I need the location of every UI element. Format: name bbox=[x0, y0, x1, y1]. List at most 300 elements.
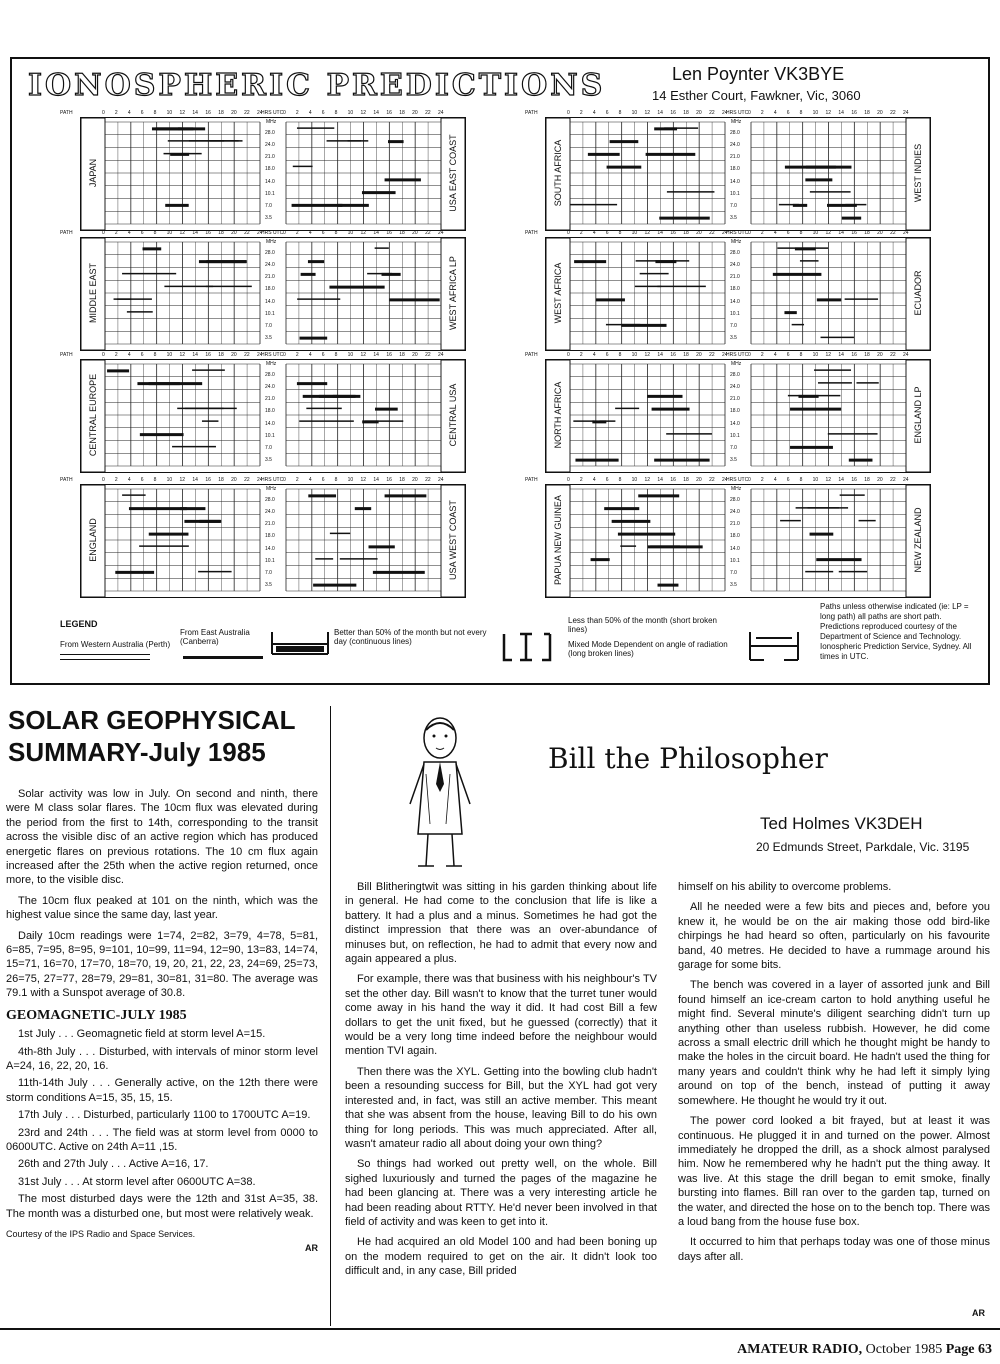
hour-tick-label: 22 bbox=[425, 230, 431, 236]
hour-tick-label: 4 bbox=[127, 352, 131, 358]
hour-tick-label: 22 bbox=[244, 230, 250, 236]
legend-better: Better than 50% of the month but not every day (continuous lines) bbox=[334, 628, 487, 646]
hour-tick-label: 10 bbox=[631, 110, 638, 116]
hour-tick-label: 24 bbox=[903, 352, 909, 358]
frequency-label: 3.5 bbox=[265, 457, 272, 463]
hour-tick-label: 24 bbox=[438, 230, 444, 236]
frequency-label: 21.0 bbox=[730, 154, 740, 161]
prediction-chart bbox=[545, 237, 931, 351]
hour-tick-label: 14 bbox=[657, 230, 663, 236]
hour-tick-label: 0 bbox=[102, 477, 105, 483]
hour-tick-label: 8 bbox=[618, 352, 622, 358]
hour-tick-label: 20 bbox=[877, 230, 883, 236]
frequency-label: 24.0 bbox=[730, 262, 740, 269]
geomagnetic-list bbox=[6, 1027, 318, 1221]
hour-tick-label: 8 bbox=[618, 230, 622, 236]
hour-tick-label: 18 bbox=[218, 352, 224, 358]
hour-tick-label: 2 bbox=[295, 477, 299, 483]
hour-tick-label: 16 bbox=[851, 352, 857, 358]
hour-tick-label: 18 bbox=[399, 352, 405, 358]
hour-tick-label: 18 bbox=[864, 230, 870, 236]
hour-tick-label: 6 bbox=[605, 110, 609, 116]
frequency-label: 18.0 bbox=[265, 533, 275, 540]
hour-tick-label: 18 bbox=[399, 110, 405, 116]
hour-tick-label: 10 bbox=[347, 110, 354, 116]
hour-tick-label: 6 bbox=[321, 110, 325, 116]
hour-tick-label: 6 bbox=[786, 230, 790, 236]
article-paragraph: himself on his ability to overcome problems. bbox=[678, 881, 892, 893]
hour-tick-label: 12 bbox=[179, 352, 186, 358]
footer-date: October 1985 bbox=[865, 1342, 943, 1357]
chart-label-right: ECUADOR bbox=[913, 270, 923, 316]
hour-tick-label: 2 bbox=[295, 110, 299, 116]
solar-courtesy: Courtesy of the IPS Radio and Space Services. bbox=[6, 1228, 196, 1239]
solar-paragraph: Solar activity was low in July. On second and ninth, there were M class solar flares. The 10cm flux was elevated during the period from the first to 14th, corresponding to the transit across the visible disc of an active region which has produced energetic flares on previous rotations. The 10 cm flux again increased after the 25th when the active region returned, once more, to the visible disc. bbox=[6, 788, 318, 887]
article-paragraph: So things had worked out pretty well, on the whole. Bill sighed luxuriously and turned the pages of the magazine he had been glancing at. There was a very interesting article he had been reading about RTTY. He'd never been involved in that field of activity and was keen to get into it. bbox=[345, 1158, 657, 1228]
hour-tick-label: 8 bbox=[334, 477, 338, 483]
hour-tick-label: 24 bbox=[257, 230, 263, 236]
hour-tick-label: 4 bbox=[773, 110, 777, 116]
hour-tick-label: 2 bbox=[579, 477, 583, 483]
hour-tick-label: 24 bbox=[722, 110, 728, 116]
hour-tick-label: 20 bbox=[696, 110, 702, 116]
hour-tick-label: 8 bbox=[799, 352, 803, 358]
hour-tick-label: 14 bbox=[192, 230, 198, 236]
frequency-label: 10.1 bbox=[265, 432, 275, 439]
hour-tick-label: 4 bbox=[773, 477, 777, 483]
hour-tick-label: 24 bbox=[257, 110, 263, 116]
hour-tick-label: 4 bbox=[773, 230, 777, 236]
hrs-utc-label: HRS UTC bbox=[261, 477, 284, 483]
hour-tick-label: 14 bbox=[192, 477, 198, 483]
hour-tick-label: 20 bbox=[231, 110, 237, 116]
prediction-chart bbox=[80, 117, 466, 231]
article-paragraph: The bench was covered in a layer of assorted junk and Bill found himself an ice-cream carton to hold anything useful he might find. Several minute's diligent searching didn't turn up anything other than useless rubbish. However, he did come across a small electric drill which he thought might be handy to make the holes in the circuit board. He hadn't used the thing for many years and couldn't think why he had left it simply lying around on top of the bench, instead of putting it away somewhere. He thought he would try it out. bbox=[678, 979, 990, 1107]
hour-tick-label: 16 bbox=[670, 477, 676, 483]
hour-tick-label: 10 bbox=[347, 477, 354, 483]
frequency-label: 3.5 bbox=[730, 582, 737, 588]
legend-east: From East Australia (Canberra) bbox=[180, 628, 250, 646]
hour-tick-label: 18 bbox=[683, 230, 689, 236]
hour-tick-label: 22 bbox=[244, 110, 250, 116]
hour-tick-label: 8 bbox=[334, 110, 338, 116]
frequency-label: 14.0 bbox=[730, 298, 740, 305]
frequency-label: 21.0 bbox=[730, 396, 740, 403]
geomagnetic-entry: 31st July . . . At storm level after 0600UTC A=38. bbox=[18, 1175, 256, 1188]
hour-tick-label: 20 bbox=[877, 477, 883, 483]
chart-label-left: ENGLAND bbox=[88, 518, 98, 562]
hour-tick-label: 18 bbox=[683, 110, 689, 116]
bill-address: 20 Edmunds Street, Parkdale, Vic. 3195 bbox=[756, 840, 970, 854]
frequency-label: 10.1 bbox=[265, 310, 275, 317]
hour-tick-label: 2 bbox=[579, 230, 583, 236]
frequency-label: 10.1 bbox=[265, 557, 275, 564]
hour-tick-label: 24 bbox=[722, 477, 728, 483]
frequency-label: 18.0 bbox=[730, 533, 740, 540]
predictions-title: IONOSPHERIC PREDICTIONS bbox=[28, 68, 606, 103]
hour-tick-label: 24 bbox=[722, 352, 728, 358]
hour-tick-label: 8 bbox=[153, 110, 157, 116]
hour-tick-label: 0 bbox=[567, 230, 570, 236]
hour-tick-label: 0 bbox=[748, 477, 751, 483]
frequency-label: 24.0 bbox=[265, 142, 275, 149]
chart-label-left: PAPUA NEW GUINEA bbox=[553, 495, 563, 585]
frequency-label: 28.0 bbox=[265, 250, 275, 256]
hour-tick-label: 16 bbox=[670, 352, 676, 358]
hour-tick-label: 24 bbox=[257, 477, 263, 483]
hour-tick-label: 16 bbox=[205, 230, 211, 236]
hour-tick-label: 16 bbox=[386, 230, 392, 236]
solar-paragraph: The 10cm flux peaked at 101 on the ninth, which was the highest value since the same day, last year. bbox=[6, 894, 318, 922]
path-label: PATH bbox=[60, 477, 73, 483]
hour-tick-label: 0 bbox=[567, 477, 570, 483]
path-label: PATH bbox=[525, 477, 538, 483]
hour-tick-label: 2 bbox=[579, 110, 583, 116]
hour-tick-label: 10 bbox=[166, 352, 173, 358]
frequency-label: 21.0 bbox=[730, 521, 740, 528]
hour-tick-label: 4 bbox=[592, 477, 596, 483]
hour-tick-label: 22 bbox=[890, 477, 896, 483]
hour-tick-label: 0 bbox=[567, 352, 570, 358]
frequency-label: 10.1 bbox=[730, 190, 740, 197]
hour-tick-label: 4 bbox=[592, 230, 596, 236]
frequency-label: 21.0 bbox=[265, 521, 275, 528]
predictions-author: Len Poynter VK3BYE bbox=[672, 64, 845, 84]
predictions-address: 14 Esther Court, Fawkner, Vic, 3060 bbox=[652, 88, 861, 103]
geomagnetic-entry: 4th-8th July . . . Disturbed, with intervals of minor storm level A=24, 16, 22, 20, 16. bbox=[6, 1045, 318, 1072]
hour-tick-label: 6 bbox=[321, 352, 325, 358]
hour-tick-label: 16 bbox=[205, 477, 211, 483]
hour-tick-label: 16 bbox=[670, 230, 676, 236]
hour-tick-label: 2 bbox=[760, 110, 764, 116]
mhz-label: MHz bbox=[266, 239, 277, 245]
article-paragraph: He had acquired an old Model 100 and had been boning up on the modem required to get on the air. It didn't look too difficult and, in any case, Bill prided bbox=[345, 1236, 657, 1278]
hour-tick-label: 8 bbox=[334, 230, 338, 236]
hour-tick-label: 0 bbox=[102, 352, 105, 358]
hour-tick-label: 2 bbox=[114, 477, 118, 483]
hour-tick-label: 6 bbox=[605, 477, 609, 483]
hour-tick-label: 16 bbox=[670, 110, 676, 116]
hour-tick-label: 6 bbox=[140, 477, 144, 483]
geomagnetic-title: GEOMAGNETIC-JULY 1985 bbox=[6, 1007, 187, 1023]
prediction-chart bbox=[80, 484, 466, 598]
frequency-label: 7.0 bbox=[730, 202, 737, 209]
hour-tick-label: 2 bbox=[760, 352, 764, 358]
frequency-label: 14.0 bbox=[730, 178, 740, 185]
hour-tick-label: 22 bbox=[425, 352, 431, 358]
frequency-label: 21.0 bbox=[265, 154, 275, 161]
hour-tick-label: 10 bbox=[812, 110, 819, 116]
hour-tick-label: 14 bbox=[373, 230, 379, 236]
legend-bracket-icon bbox=[270, 628, 330, 658]
solar-summary bbox=[8, 704, 328, 768]
hour-tick-label: 24 bbox=[438, 477, 444, 483]
frequency-label: 28.0 bbox=[265, 130, 275, 136]
hour-tick-label: 10 bbox=[631, 352, 638, 358]
hour-tick-label: 10 bbox=[347, 352, 354, 358]
hrs-utc-label: HRS UTC bbox=[261, 230, 284, 236]
hour-tick-label: 18 bbox=[683, 477, 689, 483]
hour-tick-label: 0 bbox=[748, 230, 751, 236]
frequency-label: 3.5 bbox=[730, 215, 737, 221]
article-paragraph: All he needed were a few bits and pieces and, before you knew it, he would be on the air making those odd bird-like chirpings he had heard so often, particularly on his favourite band, 40 metres. He decided to have a rummage around his garage for some bits. bbox=[678, 901, 990, 972]
hour-tick-label: 10 bbox=[166, 230, 173, 236]
hour-tick-label: 16 bbox=[851, 230, 857, 236]
hour-tick-label: 20 bbox=[877, 110, 883, 116]
hour-tick-label: 20 bbox=[412, 230, 418, 236]
hour-tick-label: 8 bbox=[799, 477, 803, 483]
hour-tick-label: 2 bbox=[579, 352, 583, 358]
frequency-label: 21.0 bbox=[730, 274, 740, 281]
frequency-label: 18.0 bbox=[730, 166, 740, 173]
frequency-label: 24.0 bbox=[265, 384, 275, 391]
hour-tick-label: 2 bbox=[114, 230, 118, 236]
chart-label-left: NORTH AFRICA bbox=[553, 381, 563, 449]
legend-mixed-icon bbox=[746, 628, 802, 664]
hour-tick-label: 2 bbox=[114, 352, 118, 358]
chart-label-left: CENTRAL EUROPE bbox=[88, 373, 98, 457]
hour-tick-label: 8 bbox=[618, 477, 622, 483]
bill-author: Ted Holmes VK3DEH bbox=[760, 814, 923, 833]
hour-tick-label: 10 bbox=[812, 230, 819, 236]
hour-tick-label: 10 bbox=[166, 477, 173, 483]
hour-tick-label: 4 bbox=[773, 352, 777, 358]
geomagnetic-entry: 23rd and 24th . . . The field was at storm level from 0000 to 0600UTC. Active on 24th A=11 ,15. bbox=[6, 1126, 318, 1153]
hour-tick-label: 16 bbox=[851, 477, 857, 483]
hour-tick-label: 20 bbox=[231, 477, 237, 483]
hour-tick-label: 6 bbox=[786, 477, 790, 483]
legend-mixed: Mixed Mode Dependent on angle of radiation (long broken lines) bbox=[568, 640, 728, 658]
hour-tick-label: 2 bbox=[295, 230, 299, 236]
hour-tick-label: 14 bbox=[373, 352, 379, 358]
frequency-label: 18.0 bbox=[265, 286, 275, 293]
mhz-label: MHz bbox=[266, 119, 277, 125]
frequency-label: 24.0 bbox=[265, 262, 275, 269]
hour-tick-label: 0 bbox=[283, 352, 286, 358]
article-paragraph: For example, there was that business with his neighbour's TV set the other day. Bill wasn't to know that the turret tuner would come away in his hand the way it did. It had cost Bill a few dollars to get the unit fixed, but he guessed (correctly) that it would be a very long time indeed before the neighbour would mention TVI again. bbox=[345, 973, 657, 1058]
prediction-chart bbox=[545, 117, 931, 231]
hour-tick-label: 18 bbox=[864, 352, 870, 358]
geomagnetic-entry: 1st July . . . Geomagnetic field at storm level A=15. bbox=[18, 1028, 266, 1041]
hour-tick-label: 16 bbox=[386, 110, 392, 116]
hour-tick-label: 0 bbox=[102, 110, 105, 116]
frequency-label: 24.0 bbox=[730, 509, 740, 516]
frequency-label: 28.0 bbox=[730, 250, 740, 256]
prediction-chart bbox=[545, 484, 931, 598]
frequency-label: 28.0 bbox=[265, 497, 275, 503]
hour-tick-label: 14 bbox=[373, 110, 379, 116]
hour-tick-label: 20 bbox=[231, 230, 237, 236]
mhz-label: MHz bbox=[731, 119, 742, 125]
path-label: PATH bbox=[525, 230, 538, 236]
hour-tick-label: 16 bbox=[205, 110, 211, 116]
frequency-label: 18.0 bbox=[265, 408, 275, 415]
hour-tick-label: 12 bbox=[360, 110, 367, 116]
hour-tick-label: 22 bbox=[425, 110, 431, 116]
frequency-label: 28.0 bbox=[265, 372, 275, 378]
hour-tick-label: 6 bbox=[605, 230, 609, 236]
hrs-utc-label: HRS UTC bbox=[726, 110, 749, 116]
frequency-label: 7.0 bbox=[730, 322, 737, 329]
hour-tick-label: 18 bbox=[683, 352, 689, 358]
frequency-label: 7.0 bbox=[730, 569, 737, 576]
hour-tick-label: 6 bbox=[140, 352, 144, 358]
hour-tick-label: 14 bbox=[192, 110, 198, 116]
frequency-label: 21.0 bbox=[265, 274, 275, 281]
hour-tick-label: 12 bbox=[179, 477, 186, 483]
hour-tick-label: 22 bbox=[244, 477, 250, 483]
hour-tick-label: 12 bbox=[644, 352, 651, 358]
hour-tick-label: 14 bbox=[838, 230, 844, 236]
legend-west-line bbox=[60, 654, 150, 660]
hour-tick-label: 6 bbox=[321, 230, 325, 236]
path-label: PATH bbox=[60, 352, 73, 358]
frequency-label: 10.1 bbox=[265, 190, 275, 197]
hour-tick-label: 12 bbox=[360, 352, 367, 358]
hour-tick-label: 4 bbox=[308, 230, 312, 236]
hour-tick-label: 10 bbox=[347, 230, 354, 236]
hour-tick-label: 0 bbox=[283, 477, 286, 483]
article-paragraph: It occurred to him that perhaps today was one of those minus days after all. bbox=[678, 1236, 990, 1263]
frequency-label: 7.0 bbox=[265, 202, 272, 209]
column-divider bbox=[330, 706, 331, 1326]
hour-tick-label: 12 bbox=[360, 230, 367, 236]
hour-tick-label: 16 bbox=[386, 477, 392, 483]
hour-tick-label: 12 bbox=[179, 110, 186, 116]
hour-tick-label: 2 bbox=[295, 352, 299, 358]
hour-tick-label: 4 bbox=[127, 230, 131, 236]
hour-tick-label: 14 bbox=[373, 477, 379, 483]
hour-tick-label: 14 bbox=[192, 352, 198, 358]
hour-tick-label: 2 bbox=[760, 230, 764, 236]
hour-tick-label: 0 bbox=[748, 352, 751, 358]
hour-tick-label: 14 bbox=[657, 477, 663, 483]
hour-tick-label: 12 bbox=[825, 352, 832, 358]
frequency-label: 18.0 bbox=[730, 286, 740, 293]
chart-label-right: WEST AFRICA LP bbox=[448, 256, 458, 330]
hour-tick-label: 10 bbox=[812, 352, 819, 358]
bill-column-1 bbox=[345, 880, 657, 1285]
chart-label-right: CENTRAL USA bbox=[448, 383, 458, 447]
article-paragraph: Bill Blitheringtwit was sitting in his garden thinking about life in general. He had come to the conclusion that life is like a battery. It had a plus and a minus. Sometimes he had got the distinct impression that there was an over-abundance of minuses but, on reflection, he had to admit that every now and again appeared a plus. bbox=[345, 881, 657, 966]
solar-end-mark: AR bbox=[305, 1243, 318, 1254]
hour-tick-label: 18 bbox=[864, 477, 870, 483]
hour-tick-label: 24 bbox=[903, 230, 909, 236]
mhz-label: MHz bbox=[731, 486, 742, 492]
hour-tick-label: 18 bbox=[864, 110, 870, 116]
hour-tick-label: 4 bbox=[308, 110, 312, 116]
hour-tick-label: 14 bbox=[838, 110, 844, 116]
solar-paragraph: Daily 10cm readings were 1=74, 2=82, 3=79, 4=78, 5=81, 6=85, 7=95, 8=95, 9=101, 10=99, 11=94, 12=90, 13=83, 14=74, 15=71, 16=70, 17=70, 18=70, 19, 20, 21, 22, 23, 24=69, 25=73, 26=75, 27=77, 28=79, 29=81, 30=81, 31=80. The average was 79.1 with a Sunspot average of 30.8. bbox=[6, 929, 318, 1000]
frequency-label: 21.0 bbox=[265, 396, 275, 403]
frequency-label: 3.5 bbox=[730, 335, 737, 341]
hour-tick-label: 6 bbox=[605, 352, 609, 358]
hour-tick-label: 20 bbox=[412, 352, 418, 358]
mhz-label: MHz bbox=[731, 239, 742, 245]
hour-tick-label: 20 bbox=[412, 110, 418, 116]
hour-tick-label: 22 bbox=[425, 477, 431, 483]
frequency-label: 28.0 bbox=[730, 130, 740, 136]
hour-tick-label: 20 bbox=[231, 352, 237, 358]
hour-tick-label: 22 bbox=[709, 230, 715, 236]
hour-tick-label: 2 bbox=[114, 110, 118, 116]
hour-tick-label: 24 bbox=[903, 477, 909, 483]
hour-tick-label: 2 bbox=[760, 477, 764, 483]
hour-tick-label: 18 bbox=[218, 477, 224, 483]
frequency-label: 14.0 bbox=[730, 545, 740, 552]
bill-title: Bill the Philosopher bbox=[548, 742, 828, 775]
hour-tick-label: 8 bbox=[153, 230, 157, 236]
hour-tick-label: 22 bbox=[709, 477, 715, 483]
chart-label-right: USA EAST COAST bbox=[448, 134, 458, 212]
hour-tick-label: 6 bbox=[140, 110, 144, 116]
hour-tick-label: 16 bbox=[851, 110, 857, 116]
legend-west: From Western Australia (Perth) bbox=[60, 640, 171, 649]
mhz-label: MHz bbox=[731, 361, 742, 367]
frequency-label: 3.5 bbox=[265, 215, 272, 221]
hour-tick-label: 10 bbox=[631, 230, 638, 236]
frequency-label: 3.5 bbox=[265, 582, 272, 588]
hour-tick-label: 20 bbox=[696, 477, 702, 483]
hour-tick-label: 0 bbox=[283, 110, 286, 116]
hour-tick-label: 12 bbox=[644, 110, 651, 116]
hour-tick-label: 22 bbox=[890, 230, 896, 236]
hour-tick-label: 4 bbox=[592, 110, 596, 116]
hour-tick-label: 4 bbox=[308, 352, 312, 358]
hour-tick-label: 12 bbox=[644, 230, 651, 236]
legend-notes: Paths unless otherwise indicated (ie: LP = long path) all paths are short path. Predictions reproduced courtesy of the Department of Science and Technology. Ionospheric Prediction Service, Sydney. All times in UTC. bbox=[820, 602, 972, 661]
mhz-label: MHz bbox=[266, 486, 277, 492]
frequency-label: 7.0 bbox=[265, 444, 272, 451]
hour-tick-label: 12 bbox=[825, 230, 832, 236]
frequency-label: 3.5 bbox=[730, 457, 737, 463]
hour-tick-label: 20 bbox=[412, 477, 418, 483]
hour-tick-label: 4 bbox=[127, 477, 131, 483]
frequency-label: 24.0 bbox=[265, 509, 275, 516]
hour-tick-label: 24 bbox=[438, 110, 444, 116]
hour-tick-label: 12 bbox=[825, 477, 832, 483]
hour-tick-label: 18 bbox=[399, 230, 405, 236]
chart-label-right: USA WEST COAST bbox=[448, 500, 458, 580]
footer-magazine: AMATEUR RADIO, bbox=[737, 1342, 863, 1357]
hour-tick-label: 20 bbox=[877, 352, 883, 358]
hour-tick-label: 24 bbox=[257, 352, 263, 358]
frequency-label: 18.0 bbox=[265, 166, 275, 173]
frequency-label: 14.0 bbox=[265, 545, 275, 552]
chart-label-left: WEST AFRICA bbox=[553, 262, 563, 324]
mhz-label: MHz bbox=[266, 361, 277, 367]
frequency-label: 18.0 bbox=[730, 408, 740, 415]
hour-tick-label: 14 bbox=[657, 110, 663, 116]
hour-tick-label: 0 bbox=[567, 110, 570, 116]
hour-tick-label: 22 bbox=[709, 352, 715, 358]
chart-label-right: NEW ZEALAND bbox=[913, 507, 923, 573]
hour-tick-label: 6 bbox=[786, 110, 790, 116]
geomagnetic-entry: 17th July . . . Disturbed, particularly 1100 to 1700UTC A=19. bbox=[18, 1109, 311, 1122]
footer-page: Page 63 bbox=[945, 1342, 992, 1357]
solar-body bbox=[6, 787, 318, 1256]
hour-tick-label: 12 bbox=[360, 477, 367, 483]
hour-tick-label: 12 bbox=[825, 110, 832, 116]
hour-tick-label: 8 bbox=[799, 230, 803, 236]
footer-rule bbox=[0, 1328, 1000, 1330]
frequency-label: 14.0 bbox=[265, 420, 275, 427]
hour-tick-label: 0 bbox=[102, 230, 105, 236]
hour-tick-label: 8 bbox=[799, 110, 803, 116]
article-paragraph: Then there was the XYL. Getting into the bowling club hadn't been a resounding success for Bill, but the XYL had got very interested and, in fact, was still an active member. This meant that she was absent from the house, leaving Bill to do his own thing for long periods. This was much appreciated. After all, wasn't amateur radio all about doing your own thing? bbox=[345, 1065, 657, 1150]
hour-tick-label: 10 bbox=[812, 477, 819, 483]
frequency-label: 24.0 bbox=[730, 384, 740, 391]
